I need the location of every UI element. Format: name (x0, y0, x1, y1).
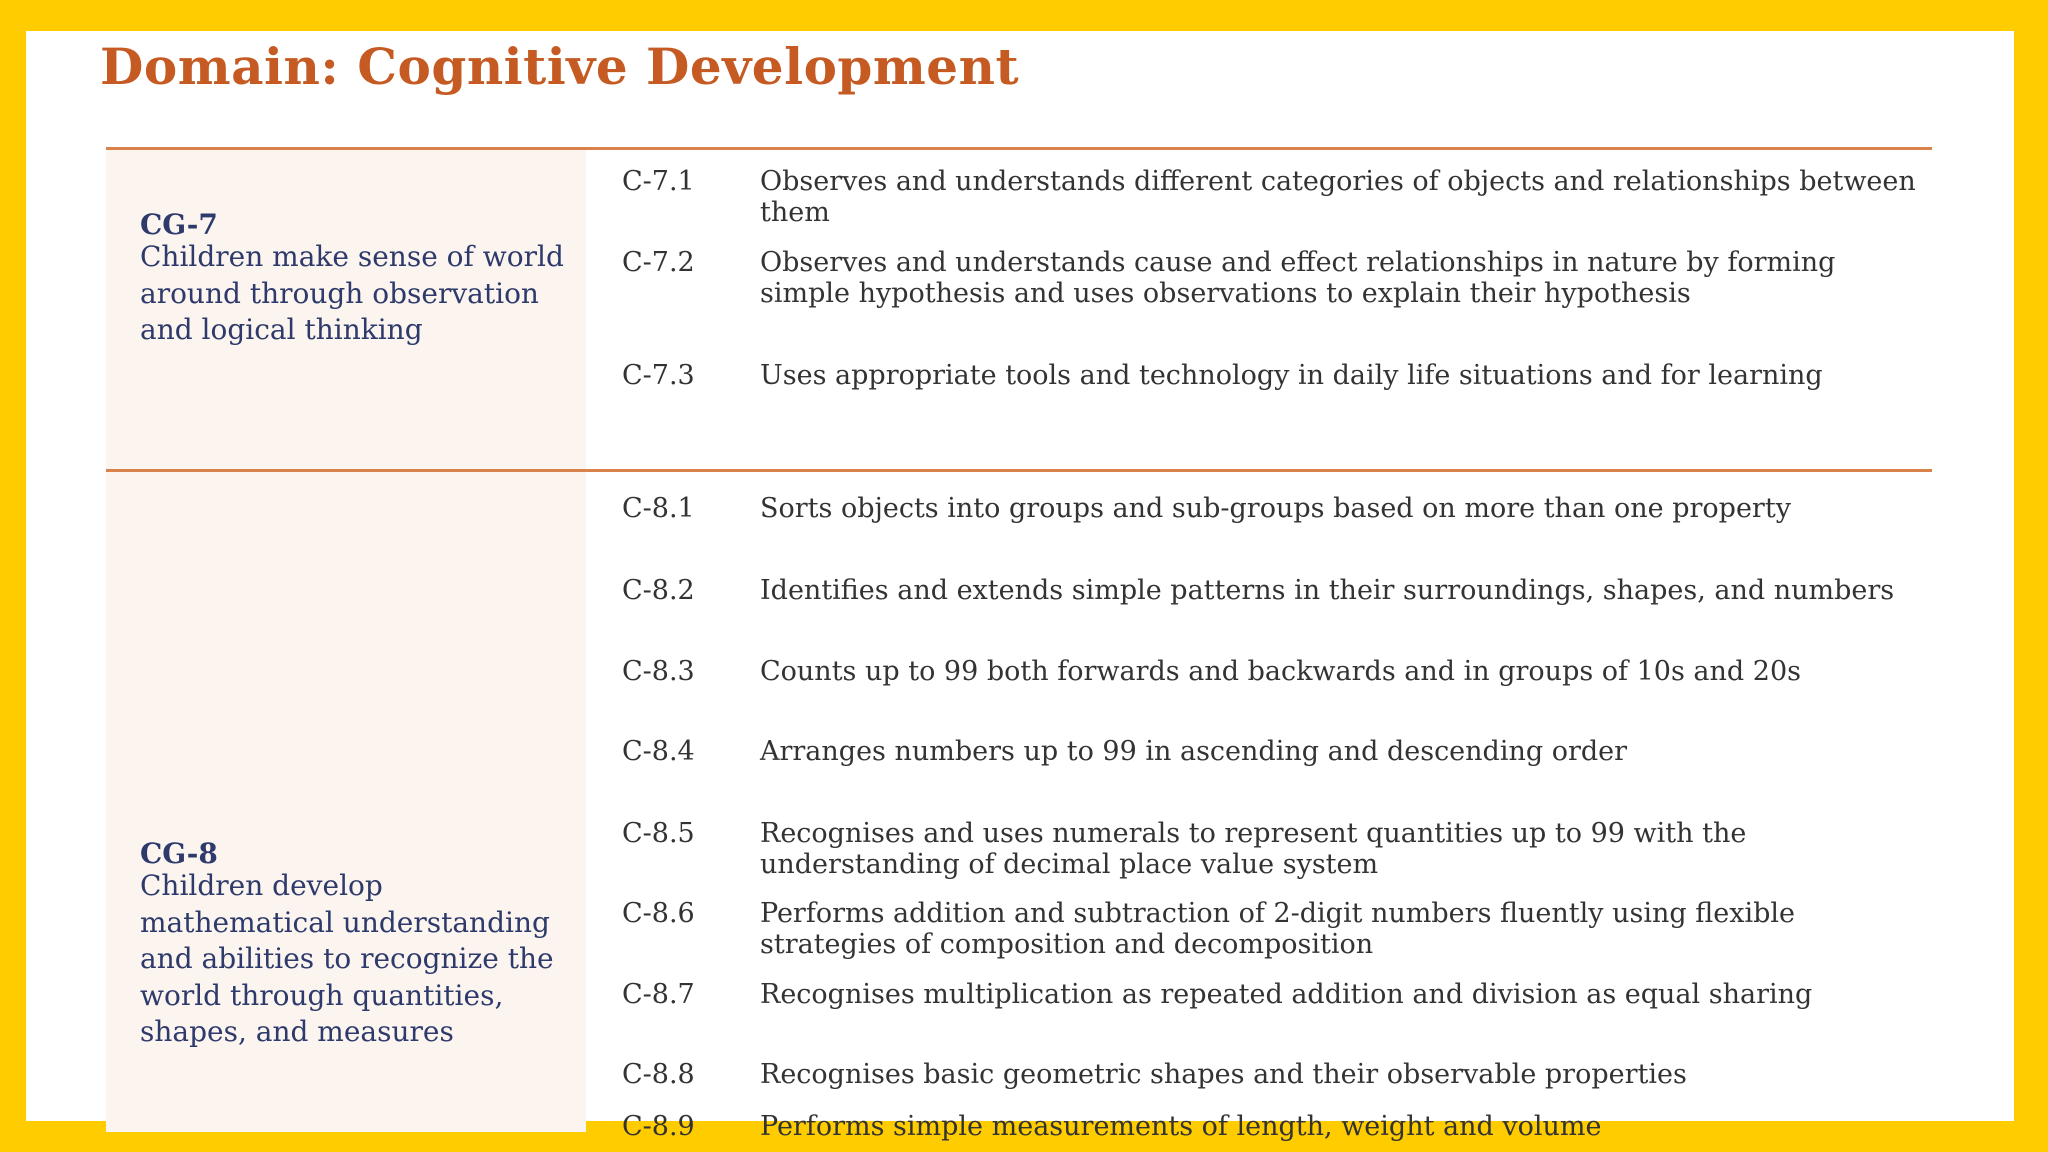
outcome-text: Performs addition and subtraction of 2-digit numbers fluently using flexible strategies of composition and decomposition (760, 898, 1795, 960)
outcome-code: C-8.7 (622, 979, 695, 1010)
outcome-code: C-8.3 (622, 656, 695, 687)
group-code: CG-7 (140, 208, 218, 241)
outcome-code: C-8.8 (622, 1059, 695, 1090)
outcome-text: Uses appropriate tools and technology in daily life situations and for learning (760, 360, 1823, 391)
outcome-code: C-8.5 (622, 818, 695, 849)
outcome-text: Recognises multiplication as repeated addition and division as equal sharing (760, 979, 1813, 1010)
outcome-text: Recognises and uses numerals to represent quantities up to 99 with the understanding of decimal place value system (760, 818, 1747, 880)
outcome-code: C-7.1 (622, 166, 695, 197)
outcome-text: Counts up to 99 both forwards and backwards and in groups of 10s and 20s (760, 656, 1801, 687)
outcome-code: C-8.1 (622, 493, 695, 524)
outcome-text: Performs simple measurements of length, weight and volume (760, 1111, 1602, 1142)
group-description: Children make sense of world around through observation and logical thinking (140, 240, 564, 346)
page-title: Domain: Cognitive Development (100, 37, 1020, 96)
outcome-code: C-7.3 (622, 360, 695, 391)
outcome-code: C-7.2 (622, 247, 695, 278)
outcome-text: Observes and understands cause and effect relationships in nature by forming simple hypothesis and uses observations to explain their hypothesis (760, 247, 1836, 309)
outcome-text: Identifies and extends simple patterns in their surroundings, shapes, and numbers (760, 575, 1895, 606)
outcome-text: Recognises basic geometric shapes and their observable properties (760, 1059, 1687, 1090)
document-page (26, 31, 2014, 1142)
outcome-text: Arranges numbers up to 99 in ascending and descending order (760, 736, 1628, 767)
outcome-code: C-8.9 (622, 1111, 695, 1142)
outcome-code: C-8.4 (622, 736, 695, 767)
group-code: CG-8 (140, 837, 218, 870)
outcome-text: Observes and understands different categories of objects and relationships between them (760, 166, 1916, 228)
outcome-code: C-8.2 (622, 575, 695, 606)
group-description: Children develop mathematical understanding and abilities to recognize the world through quantities, shapes, and measures (140, 869, 554, 1048)
outcome-text: Sorts objects into groups and sub-groups based on more than one property (760, 493, 1791, 524)
outcome-code: C-8.6 (622, 898, 695, 929)
